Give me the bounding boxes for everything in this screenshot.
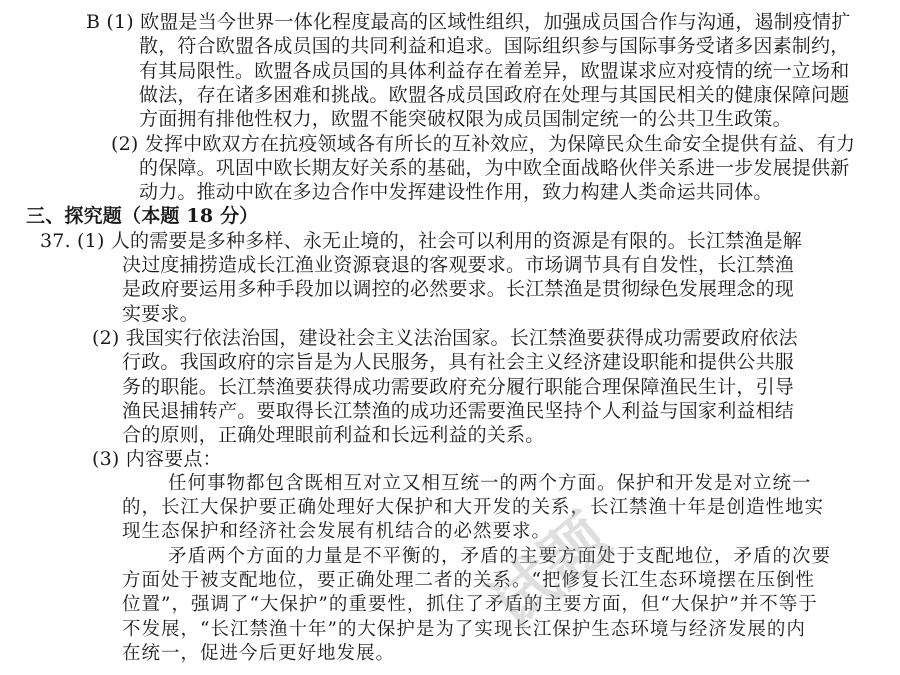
answer-37-3-heading: (3) 内容要点： (92, 448, 222, 471)
answer-37-2-line-1: (2) 我国实行依法治国，建设社会主义法治国家。长江禁渔要获得成功需要政府依法 (92, 326, 798, 349)
section-heading: 三、探究题（本题 18 分） (26, 205, 259, 228)
watermark: 试题 (473, 499, 626, 645)
answer-b1-line-3: 有其局限性。欧盟各成员国的具体利益存在着差异，欧盟谋求应对疫情的统一立场和 (139, 59, 850, 82)
answer-37-3-para2-line-4: 不发展，“长江禁渔十年”的大保护是为了实现长江保护生态环境与经济发展的内 (122, 618, 806, 640)
answer-b1-line-2: 散，符合欧盟各成员国的共同利益和追求。国际组织参与国际事务受诸多因素制约， (139, 35, 850, 58)
answer-37-2-line-4: 渔民退捕转产。要取得长江禁渔的成功还需要渔民坚持个人利益与国家利益相结 (122, 399, 795, 422)
answer-37-3-para1-line-2: 的，长江大保护要正确处理好大保护和大开发的关系，长江禁渔十年是创造性地实 (122, 497, 825, 518)
answer-37-3-para2-line-3: 位置”，强调了“大保护”的重要性，抓住了矛盾的主要方面，但“大保护”并不等于 (122, 594, 818, 616)
answer-37-1-line-2: 决过度捕捞造成长江渔业资源衰退的客观要求。市场调节具有自发性，长江禁渔 (122, 254, 795, 276)
answer-37-1-line-3: 是政府要运用多种手段加以调控的必然要求。长江禁渔是贯彻绿色发展理念的现 (122, 278, 795, 301)
answer-b2-line-3: 动力。推动中欧在多边合作中发挥建设性作用，致力构建人类命运共同体。 (139, 181, 773, 204)
answer-b1-line-4: 做法，存在诸多困难和挑战。欧盟各成员国政府在处理与其国民相关的健康保障问题 (139, 83, 850, 106)
answer-b1-line-5: 方面拥有排他性权力，欧盟不能突破权限为成员国制定统一的公共卫生政策。 (139, 108, 792, 131)
answer-37-3-para2-line-5: 在统一，促进今后更好地发展。 (122, 642, 396, 664)
answer-37-1-line-1: 37. (1) 人的需要是多种多样、永无止境的，社会可以利用的资源是有限的。长江禁渔是解 (40, 229, 803, 252)
answer-37-2-line-3: 务的职能。长江禁渔要获得成功需要政府充分履行职能合理保障渔民生计，引导 (122, 375, 795, 398)
answer-37-3-para1-line-1: 任何事物都包含既相互对立又相互统一的两个方面。保护和开发是对立统一 (168, 472, 812, 494)
answer-37-2-line-5: 合的原则，正确处理眼前利益和长远利益的关系。 (122, 424, 545, 447)
answer-37-3-para2-line-2: 方面处于被支配地位，要正确处理二者的关系。“把修复长江生态环境摆在压倒性 (122, 569, 815, 591)
answer-b2-line-1: (2) 发挥中欧双方在抗疫领域各有所长的互补效应，为保障民众生命安全提供有益、有力 (111, 132, 856, 155)
answer-b1-line-1: B (1) 欧盟是当今世界一体化程度最高的区域性组织，加强成员国合作与沟通，遏制疫情扩 (86, 11, 851, 33)
answer-37-2-line-2: 行政。我国政府的宗旨是为人民服务，具有社会主义经济建设职能和提供公共服 (122, 351, 795, 374)
answer-b2-line-2: 的保障。巩固中欧长期友好关系的基础，为中欧全面战略伙伴关系进一步发展提供新 (139, 156, 850, 179)
answer-37-1-line-4: 实要求。 (122, 302, 199, 325)
answer-37-3-para2-line-1: 矛盾两个方面的力量是不平衡的，矛盾的主要方面处于支配地位，矛盾的次要 (168, 545, 832, 567)
answer-37-3-para1-line-3: 现生态保护和经济社会发展有机结合的必然要求。 (122, 521, 552, 543)
